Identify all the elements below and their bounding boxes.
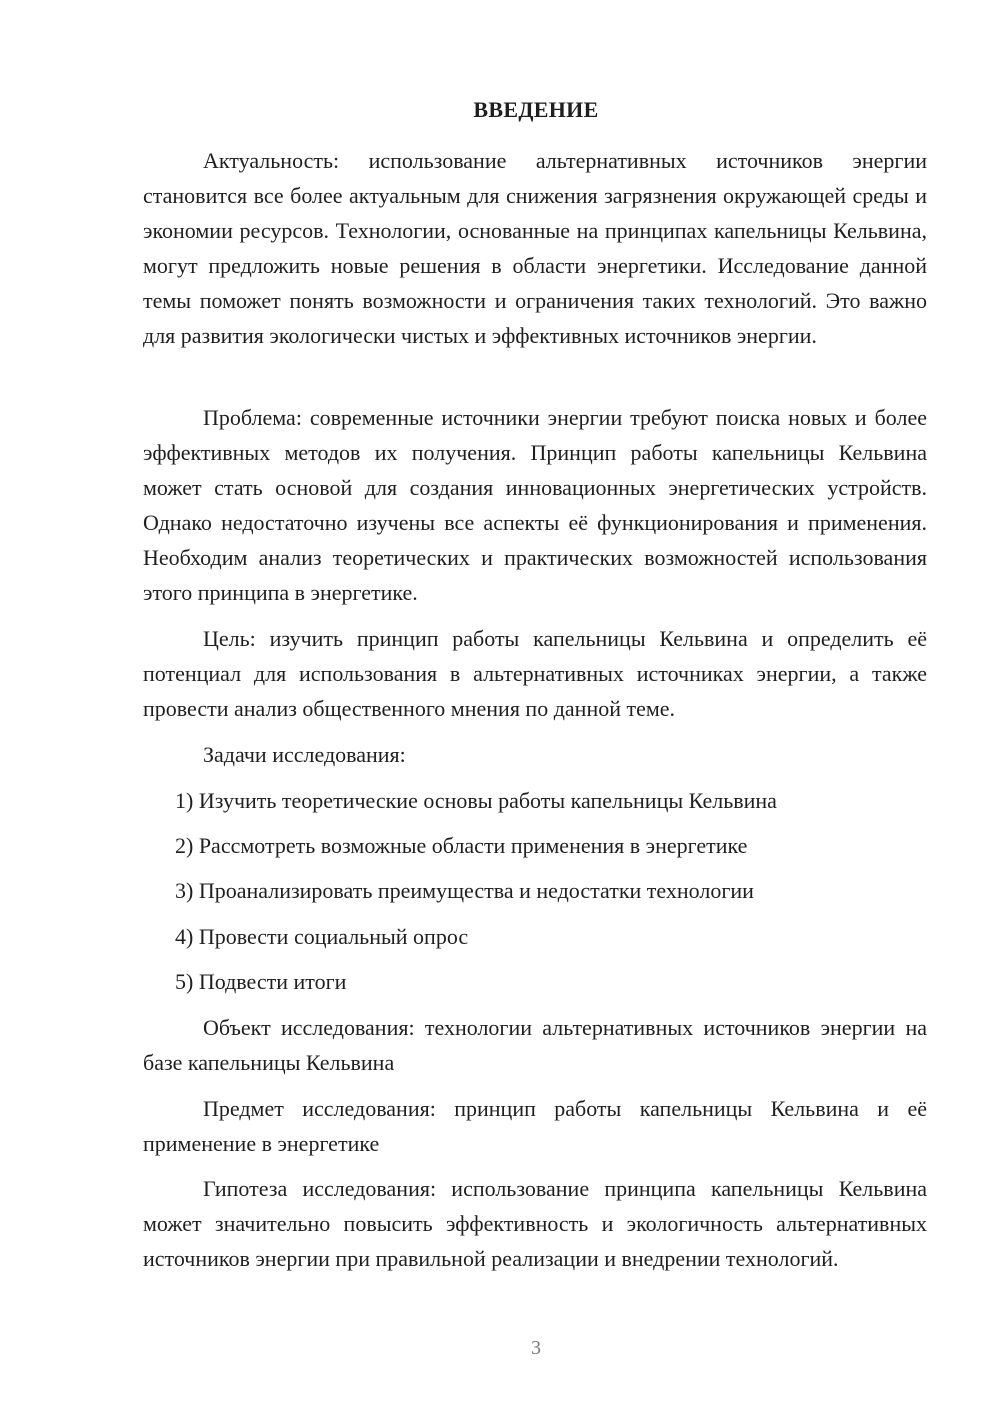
paragraph-object: Объект исследования: технологии альтернативных источников энергии на базе капельницы Кельвина bbox=[143, 1015, 927, 1075]
tasks-label: Задачи исследования: bbox=[203, 742, 406, 767]
paragraph-goal: Цель: изучить принцип работы капельницы Кельвина и определить её потенциал для использования в альтернативных источниках энергии, а также провести анализ общественного мнения по данной теме. bbox=[143, 626, 927, 721]
task-item-3: 3) Проанализировать преимущества и недостатки технологии bbox=[175, 878, 754, 903]
task-item-2: 2) Рассмотреть возможные области применения в энергетике bbox=[175, 833, 748, 858]
task-item-5: 5) Подвести итоги bbox=[175, 969, 347, 994]
paragraph-subject: Предмет исследования: принцип работы капельницы Кельвина и её применение в энергетике bbox=[143, 1096, 927, 1156]
page-number: 3 bbox=[531, 1337, 541, 1359]
section-heading: ВВЕДЕНИЕ bbox=[473, 97, 599, 122]
task-item-4: 4) Провести социальный опрос bbox=[175, 924, 469, 949]
paragraph-relevance: Актуальность: использование альтернативных источников энергии становится все более актуальным для снижения загрязнения окружающей среды и экономии ресурсов. Технологии, основанные на принципах капельницы Кельвина, могут предложить новые решения в области энергетики. Исследование данной темы поможет понять возможности и ограничения таких технологий. Это важно для развития экологически чистых и эффективных источников энергии. bbox=[143, 148, 927, 348]
paragraph-hypothesis: Гипотеза исследования: использование принципа капельницы Кельвина может значительно повысить эффективность и экологичность альтернативных источников энергии при правильной реализации и внедрении технологий. bbox=[143, 1176, 927, 1271]
paragraph-problem: Проблема: современные источники энергии требуют поиска новых и более эффективных методов их получения. Принцип работы капельницы Кельвина может стать основой для создания инновационных энергетических устройств. Однако недостаточно изучены все аспекты её функционирования и применения. Необходим анализ теоретических и практических возможностей использования этого принципа в энергетике. bbox=[143, 405, 927, 605]
task-item-1: 1) Изучить теоретические основы работы капельницы Кельвина bbox=[175, 788, 777, 813]
